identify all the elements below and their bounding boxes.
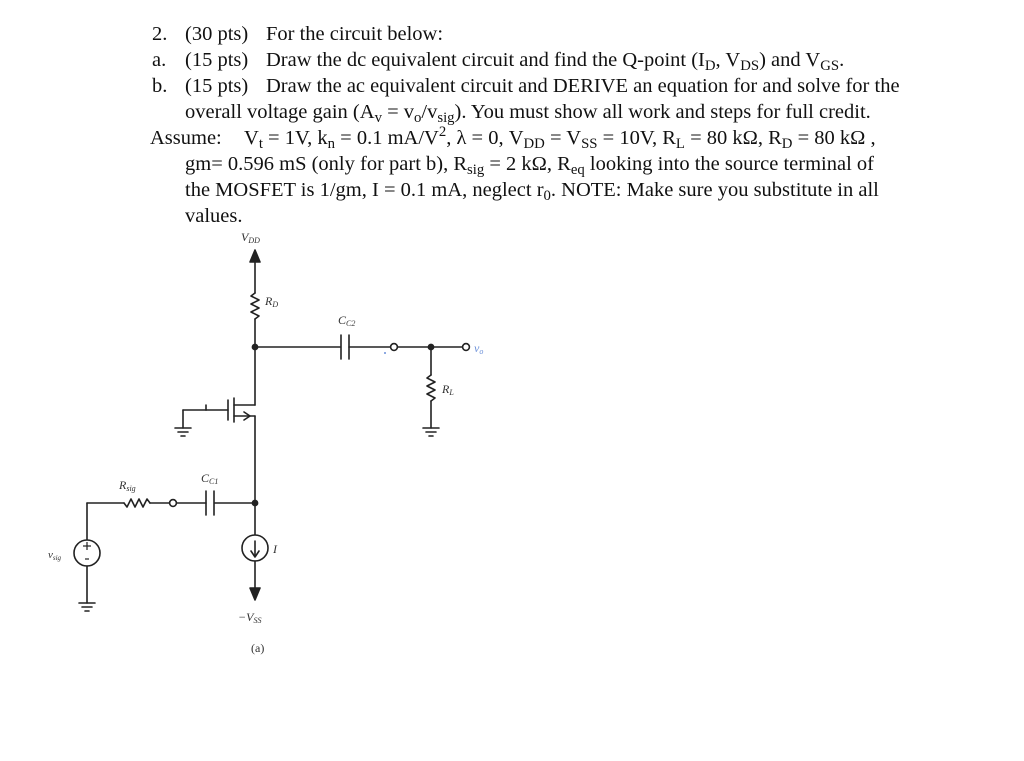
rsig-resistor <box>124 499 150 507</box>
cc2-capacitor <box>341 335 349 359</box>
vsig-label: vsig <box>48 549 62 562</box>
assume-label: Assume: <box>150 127 222 149</box>
cc2-label: CC2 <box>338 313 356 328</box>
current-label: I <box>273 542 277 556</box>
part-b-line1: Draw the ac equivalent circuit and DERIVE an equation for and solve for the <box>266 75 900 97</box>
cc2-terminal <box>391 344 398 351</box>
vdd-label: VDD <box>241 230 260 245</box>
problem-number: 2. <box>152 23 168 45</box>
cc1-capacitor <box>206 491 214 515</box>
rd-resistor <box>251 293 259 319</box>
part-b-letter: b. <box>152 75 168 97</box>
gate-ground <box>175 428 191 436</box>
cc1-terminal <box>170 500 177 507</box>
vo-terminal <box>463 344 470 351</box>
vo-label: vo <box>474 341 484 356</box>
rsig-label: Rsig <box>119 478 136 493</box>
part-b-points: (15 pts) <box>185 75 249 97</box>
figure-caption: (a) <box>251 641 265 655</box>
mosfet <box>183 398 255 428</box>
problem-heading: For the circuit below: <box>266 23 444 45</box>
vss-arrow <box>250 588 260 600</box>
rd-label: RD <box>265 294 279 309</box>
vdd-terminal <box>250 250 260 293</box>
part-a-points: (15 pts) <box>185 49 249 71</box>
rl-label: RL <box>442 382 454 397</box>
vsig-ground <box>79 603 95 611</box>
vss-label: −VSS <box>238 610 262 625</box>
rl-ground <box>423 428 439 436</box>
part-a-text: Draw the dc equivalent circuit and find the Q-point ($I_D$, $V_{DS}$) and $V_{GS}$. <box>266 49 845 75</box>
part-a-letter: a. <box>152 49 167 71</box>
problem-points: (30 pts) <box>185 23 249 45</box>
rl-resistor <box>427 375 435 401</box>
cc1-label: CC1 <box>201 471 219 486</box>
